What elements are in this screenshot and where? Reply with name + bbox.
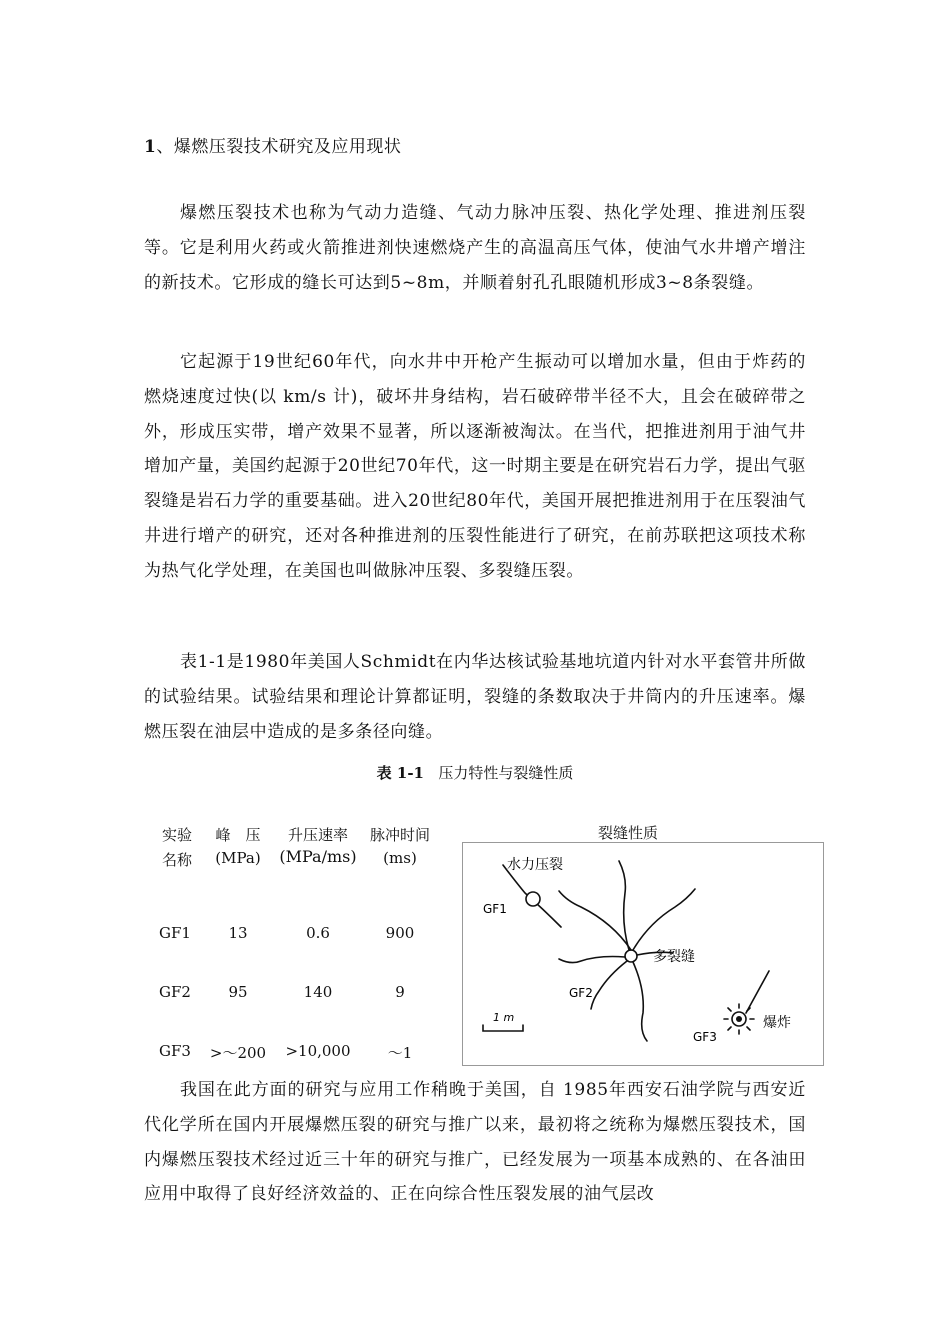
table-cell: 900 [385, 924, 415, 942]
header-line: 升压速率 [287, 826, 348, 844]
label-explosion: 爆炸 [763, 1015, 791, 1031]
fracture-sketch [463, 843, 825, 1067]
section-heading [144, 132, 401, 157]
table-cell: GF2 [159, 983, 191, 1001]
table-header-name [150, 824, 204, 870]
table-cell: 9 [395, 983, 405, 1001]
gf1-well-circle [526, 892, 540, 906]
table-caption [0, 762, 950, 783]
fracture-figure [462, 842, 824, 1066]
table-cell: 140 [303, 983, 333, 1001]
header-line: 脉冲时间 [369, 826, 430, 844]
gf2-fracture-line [633, 962, 647, 1041]
paragraph-china: 我国在此方面的研究与应用工作稍晚于美国，自 1985年西安石油学院与西安近代化学所在国内开展爆燃压裂的研究与推广以来，最初将之统称为爆燃压裂技术，国内爆燃压裂技术经过近三十年的研究与推广，已经发展为一项基本成熟的、在各油田应用中取得了良好经济效益的、正在向综合性压裂发展的油气层改 [144, 1080, 806, 1205]
paragraph-history: 它起源于19世纪60年代，向水井中开枪产生振动可以增加水量，但由于炸药的燃烧速度过快(以 km/s 计)，破坏井身结构，岩石破碎带半径不大，且会在破碎带之外，形成压实带，增产效果不显著，所以逐渐被淘汰。在当代，把推进剂用于油气井增加产量，美国约起源于20世纪70年代，这一时期主要是在研究岩石力学，提出气驱裂缝是岩石力学的重要基础。进入20世纪80年代，美国开展把推进剂用于在压裂油气井进行增产的研究，还对各种推进剂的压裂性能进行了研究，在前苏联把这项技术称为热气化学处理，在美国也叫做脉冲压裂、多裂缝压裂。 [144, 352, 806, 581]
table-cell: 95 [228, 983, 248, 1001]
paragraph-table-intro: 表1-1是1980年美国人Schmidt在内华达核试验基地坑道内针对水平套管井所做的试验结果。试验结果和理论计算都证明，裂缝的条数取决于井筒内的升压速率。爆燃压裂在油层中造成的是多条径向缝。 [144, 652, 806, 742]
paragraph-intro: 爆燃压裂技术也称为气动力造缝、气动力脉冲压裂、热化学处理、推进剂压裂等。它是利用火药或火箭推进剂快速燃烧产生的高温高压气体，使油气水井增产增注的新技术。它形成的缝长可达到5~8m，并顺着射孔孔眼随机形成3~8条裂缝。 [144, 203, 806, 293]
label-hydraulic: 水力压裂 [507, 857, 563, 873]
label-gf1: GF1 [483, 902, 507, 916]
table-cell: 13 [228, 924, 248, 942]
gf3-fracture-line [746, 971, 769, 1013]
section-number: 1 [144, 137, 157, 157]
scale-bar [483, 1025, 523, 1031]
label-scale: 1 m [493, 1011, 515, 1024]
header-line: 名称 [161, 851, 192, 869]
table-caption-title: 压力特性与裂缝性质 [438, 764, 574, 782]
header-line: (MPa) [215, 849, 261, 867]
table-cell: >～200 [209, 1044, 267, 1062]
table-caption-label: 表 1-1 [376, 764, 424, 782]
header-line: (MPa/ms) [279, 847, 357, 866]
gf3-well-core [736, 1016, 742, 1022]
table-cell: GF1 [159, 924, 191, 942]
gf2-fracture-line [633, 889, 695, 950]
section-title: 、爆燃压裂技术研究及应用现状 [156, 137, 402, 157]
table-cell: GF3 [159, 1042, 191, 1060]
label-gf2: GF2 [569, 986, 593, 1000]
figure-title: 裂缝性质 [598, 824, 659, 842]
gf2-well-circle [625, 950, 637, 962]
table-header-duration [364, 824, 436, 867]
table-cell: 0.6 [306, 924, 330, 942]
header-line: 峰 压 [215, 826, 261, 844]
table-cell: ～1 [387, 1044, 413, 1062]
header-line: 实验 [161, 826, 192, 844]
label-multi: 多裂缝 [653, 949, 695, 965]
table-header-rate [278, 824, 358, 866]
gf2-fracture-line [591, 961, 627, 1009]
gf2-fracture-line [559, 891, 631, 950]
gf2-fracture-line [559, 957, 625, 963]
label-gf3: GF3 [693, 1030, 717, 1044]
table-header-peak [206, 824, 270, 867]
table-cell: >10,000 [285, 1042, 351, 1060]
header-line: (ms) [383, 849, 417, 867]
